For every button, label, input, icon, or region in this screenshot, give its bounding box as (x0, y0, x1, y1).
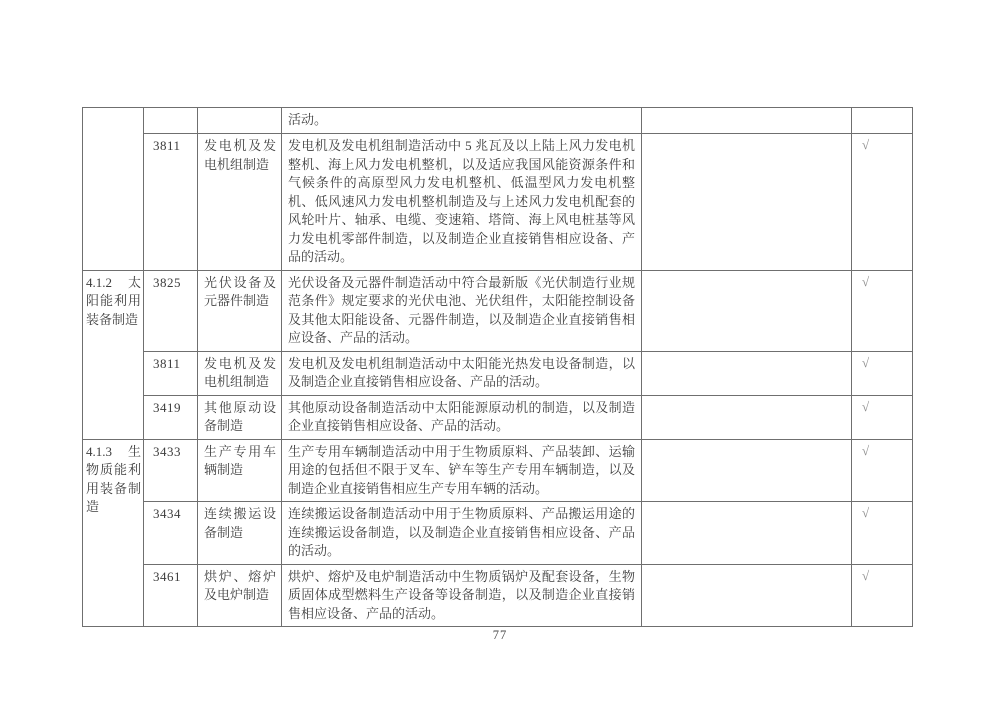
code-cell (144, 108, 198, 134)
check-cell (852, 502, 913, 565)
table-row (83, 270, 913, 351)
check-cell (852, 564, 913, 627)
check-cell (852, 134, 913, 271)
check-cell (852, 395, 913, 439)
description-cell: 烘炉、熔炉及电炉制造活动中生物质锅炉及配套设备，生物质固体成型燃料生产设备等设备制造，以及制造企业直接销售相应设备、产品的活动。 (282, 564, 642, 627)
name-cell: 连续搬运设备制造 (198, 502, 282, 565)
notes-cell (642, 395, 852, 439)
table-row (83, 564, 913, 627)
name-cell (198, 108, 282, 134)
code-cell: 3811 (144, 351, 198, 395)
table-row (83, 395, 913, 439)
checkmark-icon: √ (862, 398, 870, 414)
name-cell: 发电机及发电机组制造 (198, 134, 282, 271)
notes-cell (642, 270, 852, 351)
description-cell: 连续搬运设备制造活动中用于生物质原料、产品搬运用途的连续搬运设备制造，以及制造企业直接销售相应设备、产品的活动。 (282, 502, 642, 565)
notes-cell (642, 439, 852, 502)
notes-cell (642, 108, 852, 134)
check-cell (852, 270, 913, 351)
check-cell (852, 108, 913, 134)
page-number: 77 (492, 628, 508, 642)
table-row (83, 351, 913, 395)
industry-classification-table (82, 107, 913, 627)
notes-cell (642, 502, 852, 565)
category-cell: 4.1.3 生物质能利用装备制造 (83, 439, 144, 627)
table-row (83, 134, 913, 271)
description-cell: 活动。 (282, 108, 642, 134)
name-cell: 光伏设备及元器件制造 (198, 270, 282, 351)
checkmark-icon: √ (862, 137, 870, 152)
check-cell (852, 351, 913, 395)
name-cell: 烘炉、熔炉及电炉制造 (198, 564, 282, 627)
table-row (83, 108, 913, 134)
checkmark-icon: √ (862, 273, 870, 289)
code-cell: 3825 (144, 270, 198, 351)
check-cell (852, 439, 913, 502)
description-cell: 其他原动设备制造活动中太阳能源原动机的制造，以及制造企业直接销售相应设备、产品的活动。 (282, 395, 642, 439)
code-cell: 3433 (144, 439, 198, 502)
category-cell (83, 108, 144, 271)
code-cell: 3461 (144, 564, 198, 627)
checkmark-icon: √ (862, 354, 870, 370)
description-cell: 光伏设备及元器件制造活动中符合最新版《光伏制造行业规范条件》规定要求的光伏电池、光伏组件，太阳能控制设备及其他太阳能设备、元器件制造，以及制造企业直接销售相应设备、产品的活动。 (282, 270, 642, 351)
category-cell: 4.1.2 太阳能利用装备制造 (83, 270, 144, 439)
code-cell: 3811 (144, 134, 198, 271)
code-cell: 3419 (144, 395, 198, 439)
description-cell: 发电机及发电机组制造活动中 5 兆瓦及以上陆上风力发电机整机、海上风力发电机整机，以及适应我国风能资源条件和气候条件的高原型风力发电机整机、低温型风力发电机整机、低风速风力发电机整机制造及与上述风力发电机配套的风轮叶片、轴承、电缆、变速箱、塔筒、海上风电桩基等风力发电机零部件制造，以及制造企业直接销售相应设备、产品的活动。 (282, 134, 642, 271)
notes-cell (642, 564, 852, 627)
checkmark-icon: √ (862, 505, 870, 520)
notes-cell (642, 351, 852, 395)
name-cell: 其他原动设备制造 (198, 395, 282, 439)
notes-cell (642, 134, 852, 271)
checkmark-icon: √ (862, 442, 870, 458)
checkmark-icon: √ (862, 567, 870, 583)
description-cell: 生产专用车辆制造活动中用于生物质原料、产品装卸、运输用途的包括但不限于叉车、铲车等生产专用车辆制造，以及制造企业直接销售相应生产专用车辆的活动。 (282, 439, 642, 502)
table-row (83, 502, 913, 565)
code-cell: 3434 (144, 502, 198, 565)
table-row (83, 439, 913, 502)
name-cell: 发电机及发电机组制造 (198, 351, 282, 395)
name-cell: 生产专用车辆制造 (198, 439, 282, 502)
description-cell: 发电机及发电机组制造活动中太阳能光热发电设备制造，以及制造企业直接销售相应设备、产品的活动。 (282, 351, 642, 395)
